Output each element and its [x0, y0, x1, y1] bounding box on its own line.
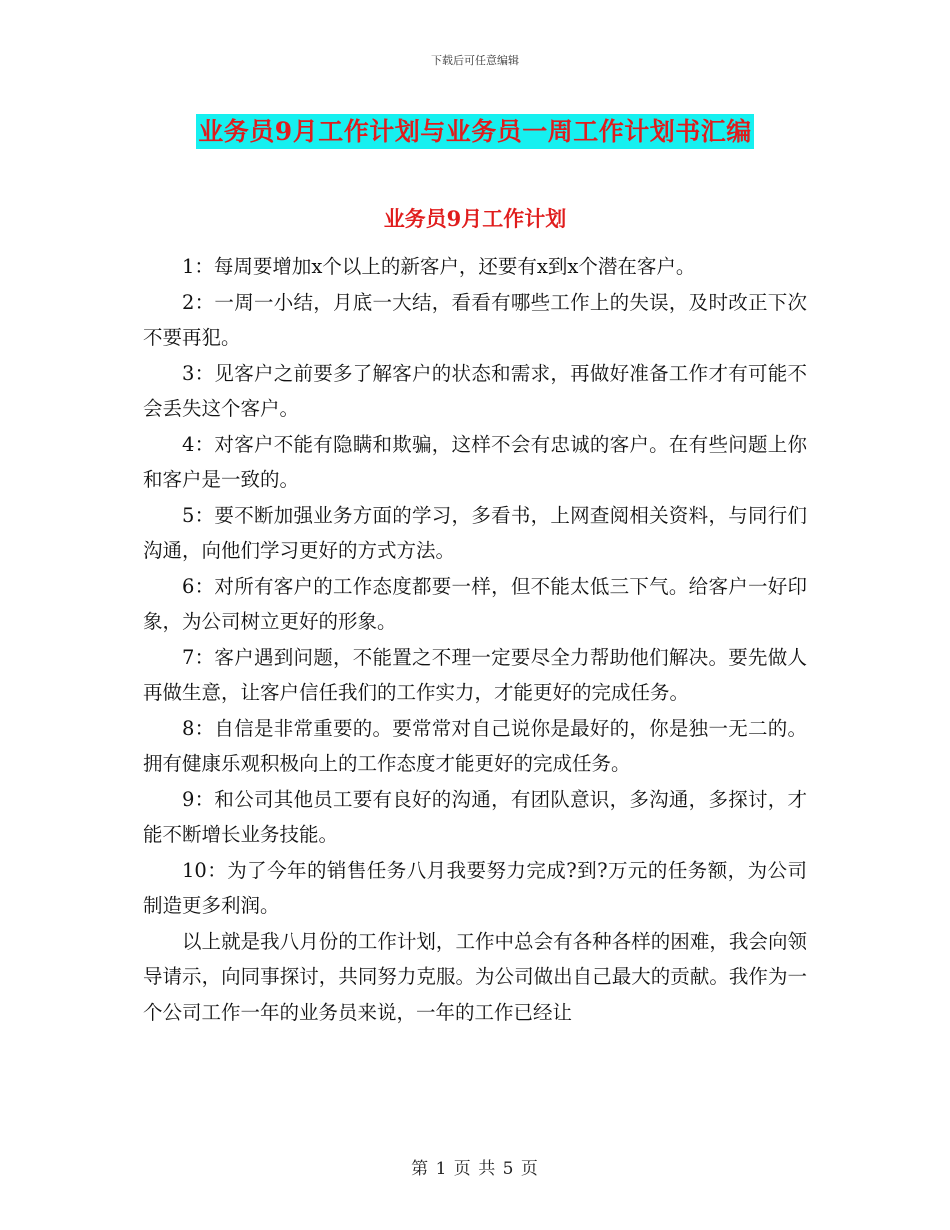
paragraph-9: 9：和公司其他员工要有良好的沟通，有团队意识，多沟通，多探讨，才能不断增长业务技能。 [143, 787, 807, 846]
paragraph-4: 4：对客户不能有隐瞒和欺骗，这样不会有忠诚的客户。在有些问题上你和客户是一致的。 [143, 432, 807, 491]
paragraph-8: 8：自信是非常重要的。要常常对自己说你是最好的，你是独一无二的。拥有健康乐观积极向上的工作态度才能更好的完成任务。 [143, 716, 807, 775]
paragraph-3: 3：见客户之前要多了解客户的状态和需求，再做好准备工作才有可能不会丢失这个客户。 [143, 361, 807, 420]
paragraph-6: 6：对所有客户的工作态度都要一样，但不能太低三下气。给客户一好印象，为公司树立更好的形象。 [143, 574, 807, 633]
section-title: 业务员9月工作计划 [383, 206, 567, 231]
paragraph-summary: 以上就是我八月份的工作计划，工作中总会有各种各样的困难，我会向领导请示，向同事探讨，共同努力克服。为公司做出自己最大的贡献。我作为一个公司工作一年的业务员来说，一年的工作已经让 [143, 929, 807, 1024]
paragraph-7: 7：客户遇到问题，不能置之不理一定要尽全力帮助他们解决。要先做人再做生意，让客户信任我们的工作实力，才能更好的完成任务。 [143, 645, 807, 704]
paragraph-1: 1：每周要增加x个以上的新客户，还要有x到x个潜在客户。 [182, 255, 696, 278]
paragraph-10: 10：为了今年的销售任务八月我要努力完成?到?万元的任务额，为公司制造更多利润。 [143, 858, 807, 917]
document-body [143, 249, 807, 1030]
paragraph-5: 5：要不断加强业务方面的学习，多看书，上网查阅相关资料，与同行们沟通，向他们学习更好的方式方法。 [143, 503, 807, 562]
document-title-text: 业务员9月工作计划与业务员一周工作计划书汇编 [196, 114, 753, 149]
header-note: 下载后可任意编辑 [431, 54, 519, 67]
page-footer: 第 1 页 共 5 页 [411, 1159, 539, 1179]
document-title [0, 112, 950, 148]
paragraph-2: 2：一周一小结，月底一大结，看看有哪些工作上的失误，及时改正下次不要再犯。 [143, 290, 807, 349]
